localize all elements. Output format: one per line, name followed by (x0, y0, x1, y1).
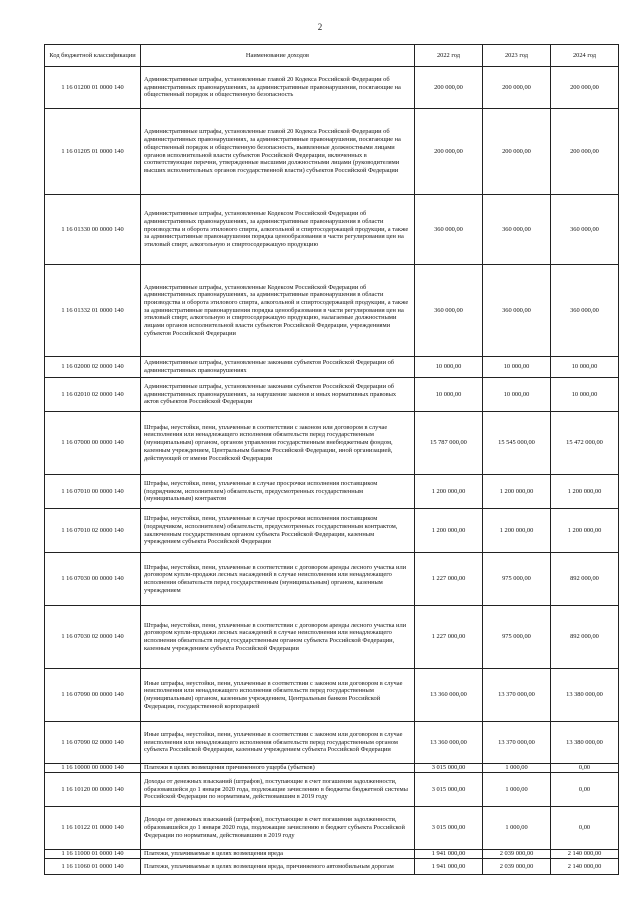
table-row (45, 764, 619, 773)
code-cell: 1 16 07030 02 0000 140 (45, 606, 141, 669)
value-2022-cell: 200 000,00 (415, 109, 483, 195)
page-number: 2 (317, 22, 323, 32)
code-cell: 1 16 07000 00 0000 140 (45, 412, 141, 475)
value-2023-cell: 10 000,00 (483, 357, 551, 378)
value-2023-cell: 975 000,00 (483, 606, 551, 669)
value-2022-cell: 1 200 000,00 (415, 475, 483, 509)
value-2022-cell: 1 227 000,00 (415, 553, 483, 606)
name-cell: Штрафы, неустойки, пени, уплаченные в соответствии с договором аренды лесного участка или договором купли-продажи лесных насаждений в случае неисполнения или ненадлежащего исполнения обязательств перед государственным (муниципальным) органом, казенным учреждением (141, 553, 415, 606)
table-row (45, 773, 619, 807)
code-cell: 1 16 07010 00 0000 140 (45, 475, 141, 509)
value-2024-cell: 1 200 000,00 (551, 509, 619, 553)
code-cell: 1 16 10120 00 0000 140 (45, 773, 141, 807)
header-2024: 2024 год (551, 45, 619, 67)
value-2023-cell: 200 000,00 (483, 109, 551, 195)
value-2023-cell: 1 000,00 (483, 807, 551, 850)
code-cell: 1 16 07090 00 0000 140 (45, 669, 141, 722)
table-row (45, 850, 619, 859)
value-2023-cell: 1 000,00 (483, 773, 551, 807)
table-body (45, 67, 619, 875)
value-2023-cell: 975 000,00 (483, 553, 551, 606)
value-2024-cell: 892 000,00 (551, 606, 619, 669)
code-cell: 1 16 01205 01 0000 140 (45, 109, 141, 195)
code-cell: 1 16 07090 02 0000 140 (45, 722, 141, 764)
value-2024-cell: 0,00 (551, 764, 619, 773)
value-2022-cell: 3 015 000,00 (415, 764, 483, 773)
value-2024-cell: 360 000,00 (551, 195, 619, 265)
value-2022-cell: 10 000,00 (415, 357, 483, 378)
value-2022-cell: 1 200 000,00 (415, 509, 483, 553)
header-2022: 2022 год (415, 45, 483, 67)
table-row (45, 553, 619, 606)
value-2022-cell: 10 000,00 (415, 378, 483, 412)
value-2024-cell: 200 000,00 (551, 109, 619, 195)
name-cell: Доходы от денежных взысканий (штрафов), поступающие в счет погашения задолженности, образовавшейся до 1 января 2020 года, подлежащие зачислению в бюджеты бюджетной системы Российской Федерации по нормативам, действовавшим в 2019 году (141, 773, 415, 807)
table-row (45, 357, 619, 378)
name-cell: Штрафы, неустойки, пени, уплаченные в случае просрочки исполнения поставщиком (подрядчиком, исполнителем) обязательств, предусмотренных государственным контрактом, заключенным государственным органом субъекта Российской Федерации, казенным учреждением субъекта Российской Федерации (141, 509, 415, 553)
value-2022-cell: 1 941 000,00 (415, 850, 483, 859)
name-cell: Платежи в целях возмещения причиненного ущерба (убытков) (141, 764, 415, 773)
value-2024-cell: 2 140 000,00 (551, 850, 619, 859)
code-cell: 1 16 02010 02 0000 140 (45, 378, 141, 412)
name-cell: Штрафы, неустойки, пени, уплаченные в соответствии с договором аренды лесного участка или договором купли-продажи лесных насаждений в случае неисполнения или ненадлежащего исполнения обязательств перед государственным органом субъекта Российской Федерации, казенным учреждением субъекта Российской Федерации (141, 606, 415, 669)
value-2022-cell: 1 941 000,00 (415, 859, 483, 875)
table-row (45, 265, 619, 357)
value-2023-cell: 13 370 000,00 (483, 722, 551, 764)
name-cell: Административные штрафы, установленные Кодексом Российской Федерации об административных правонарушениях, за административные правонарушения в области производства и оборота этилового спирта, алкогольной и спиртосодержащей продукции, а также за административные правонарушения порядка ценообразования в части регулирования цен на этиловый спирт, алкогольную и спиртосодержащую продукцию, налагаемые должностными лицами органов исполнительной власти субъектов Российской Федерации, учреждениями субъектов Российской Федерации (141, 265, 415, 357)
name-cell: Платежи, уплачиваемые в целях возмещения вреда (141, 850, 415, 859)
code-cell: 1 16 07010 02 0000 140 (45, 509, 141, 553)
table-row (45, 509, 619, 553)
value-2022-cell: 3 015 000,00 (415, 807, 483, 850)
value-2024-cell: 10 000,00 (551, 357, 619, 378)
value-2023-cell: 10 000,00 (483, 378, 551, 412)
code-cell: 1 16 01332 01 0000 140 (45, 265, 141, 357)
value-2023-cell: 360 000,00 (483, 195, 551, 265)
name-cell: Штрафы, неустойки, пени, уплаченные в случае просрочки исполнения поставщиком (подрядчиком, исполнителем) обязательств, предусмотренных государственным (муниципальным) контрактом (141, 475, 415, 509)
value-2024-cell: 0,00 (551, 773, 619, 807)
table-row (45, 859, 619, 875)
value-2024-cell: 2 140 000,00 (551, 859, 619, 875)
name-cell: Иные штрафы, неустойки, пени, уплаченные в соответствии с законом или договором в случае неисполнения или ненадлежащего исполнения обязательств перед государственным органом субъекта Российской Федерации, казенным учреждением субъекта Российской Федерации (141, 722, 415, 764)
header-code: Код бюджетной классификации (45, 45, 141, 67)
value-2022-cell: 360 000,00 (415, 195, 483, 265)
code-cell: 1 16 10122 01 0000 140 (45, 807, 141, 850)
value-2024-cell: 0,00 (551, 807, 619, 850)
code-cell: 1 16 11000 01 0000 140 (45, 850, 141, 859)
name-cell: Административные штрафы, установленные Кодексом Российской Федерации об административных правонарушениях, за административные правонарушения в области производства и оборота этилового спирта, алкогольной и спиртосодержащей продукции, а также за административные правонарушения порядка ценообразования в части регулирования цен на этиловый спирт, алкогольную и спиртосодержащую продукцию (141, 195, 415, 265)
value-2023-cell: 15 545 000,00 (483, 412, 551, 475)
table-row (45, 475, 619, 509)
table-row (45, 412, 619, 475)
name-cell: Административные штрафы, установленные законами субъектов Российской Федерации об административных правонарушениях, за нарушение законов и иных нормативных правовых актов субъектов Российской Федерации (141, 378, 415, 412)
code-cell: 1 16 10000 00 0000 140 (45, 764, 141, 773)
value-2024-cell: 13 380 000,00 (551, 669, 619, 722)
value-2023-cell: 2 039 000,00 (483, 859, 551, 875)
table-row (45, 606, 619, 669)
table-row (45, 378, 619, 412)
budget-revenue-table (44, 44, 619, 875)
header-2023: 2023 год (483, 45, 551, 67)
name-cell: Административные штрафы, установленные главой 20 Кодекса Российской Федерации об административных правонарушениях, за административные правонарушения, посягающие на общественный порядок и общественную безопасность, выявленные должностными лицами органов исполнительной власти субъектов Российской Федерации, включенных в соответствующие перечни, утвержденные высшими должностными лицами (руководителями высших исполнительных органов государственной власти) субъектов Российской Федерации (141, 109, 415, 195)
value-2023-cell: 360 000,00 (483, 265, 551, 357)
name-cell: Доходы от денежных взысканий (штрафов), поступающие в счет погашения задолженности, образовавшейся до 1 января 2020 года, подлежащие зачислению в бюджет субъекта Российской Федерации по нормативам, действовавшим в 2019 году (141, 807, 415, 850)
table-row (45, 109, 619, 195)
value-2023-cell: 13 370 000,00 (483, 669, 551, 722)
value-2023-cell: 1 200 000,00 (483, 475, 551, 509)
value-2023-cell: 2 039 000,00 (483, 850, 551, 859)
value-2023-cell: 1 200 000,00 (483, 509, 551, 553)
value-2022-cell: 13 360 000,00 (415, 669, 483, 722)
value-2023-cell: 1 000,00 (483, 764, 551, 773)
code-cell: 1 16 07030 00 0000 140 (45, 553, 141, 606)
code-cell: 1 16 02000 02 0000 140 (45, 357, 141, 378)
value-2024-cell: 15 472 000,00 (551, 412, 619, 475)
table-row (45, 807, 619, 850)
value-2024-cell: 10 000,00 (551, 378, 619, 412)
value-2024-cell: 892 000,00 (551, 553, 619, 606)
header-name: Наименование доходов (141, 45, 415, 67)
name-cell: Штрафы, неустойки, пени, уплаченные в соответствии с законом или договором в случае неисполнения или ненадлежащего исполнения обязательств перед государственным (муниципальным) органом, органом управления государственным внебюджетным фондом, казенным учреждением, Центральным банком Российской Федерации, иной организацией, действующей от имени Российской Федерации (141, 412, 415, 475)
name-cell: Иные штрафы, неустойки, пени, уплаченные в соответствии с законом или договором в случае неисполнения или ненадлежащего исполнения обязательств перед государственным (муниципальным) органом, казенным учреждением, Центральным банком Российской Федерации, государственной корпорацией (141, 669, 415, 722)
value-2024-cell: 1 200 000,00 (551, 475, 619, 509)
value-2024-cell: 360 000,00 (551, 265, 619, 357)
value-2022-cell: 3 015 000,00 (415, 773, 483, 807)
table-row (45, 67, 619, 109)
code-cell: 1 16 01200 01 0000 140 (45, 67, 141, 109)
value-2023-cell: 200 000,00 (483, 67, 551, 109)
name-cell: Административные штрафы, установленные главой 20 Кодекса Российской Федерации об административных правонарушениях, за административные правонарушения, посягающие на общественный порядок и общественную безопасность (141, 67, 415, 109)
name-cell: Административные штрафы, установленные законами субъектов Российской Федерации об административных правонарушениях (141, 357, 415, 378)
table-row (45, 722, 619, 764)
value-2024-cell: 13 380 000,00 (551, 722, 619, 764)
name-cell: Платежи, уплачиваемые в целях возмещения вреда, причиняемого автомобильным дорогам (141, 859, 415, 875)
code-cell: 1 16 01330 00 0000 140 (45, 195, 141, 265)
table-header-row (45, 45, 619, 67)
value-2024-cell: 200 000,00 (551, 67, 619, 109)
value-2022-cell: 13 360 000,00 (415, 722, 483, 764)
value-2022-cell: 15 787 000,00 (415, 412, 483, 475)
code-cell: 1 16 11060 01 0000 140 (45, 859, 141, 875)
table-row (45, 195, 619, 265)
value-2022-cell: 200 000,00 (415, 67, 483, 109)
value-2022-cell: 1 227 000,00 (415, 606, 483, 669)
value-2022-cell: 360 000,00 (415, 265, 483, 357)
table-row (45, 669, 619, 722)
